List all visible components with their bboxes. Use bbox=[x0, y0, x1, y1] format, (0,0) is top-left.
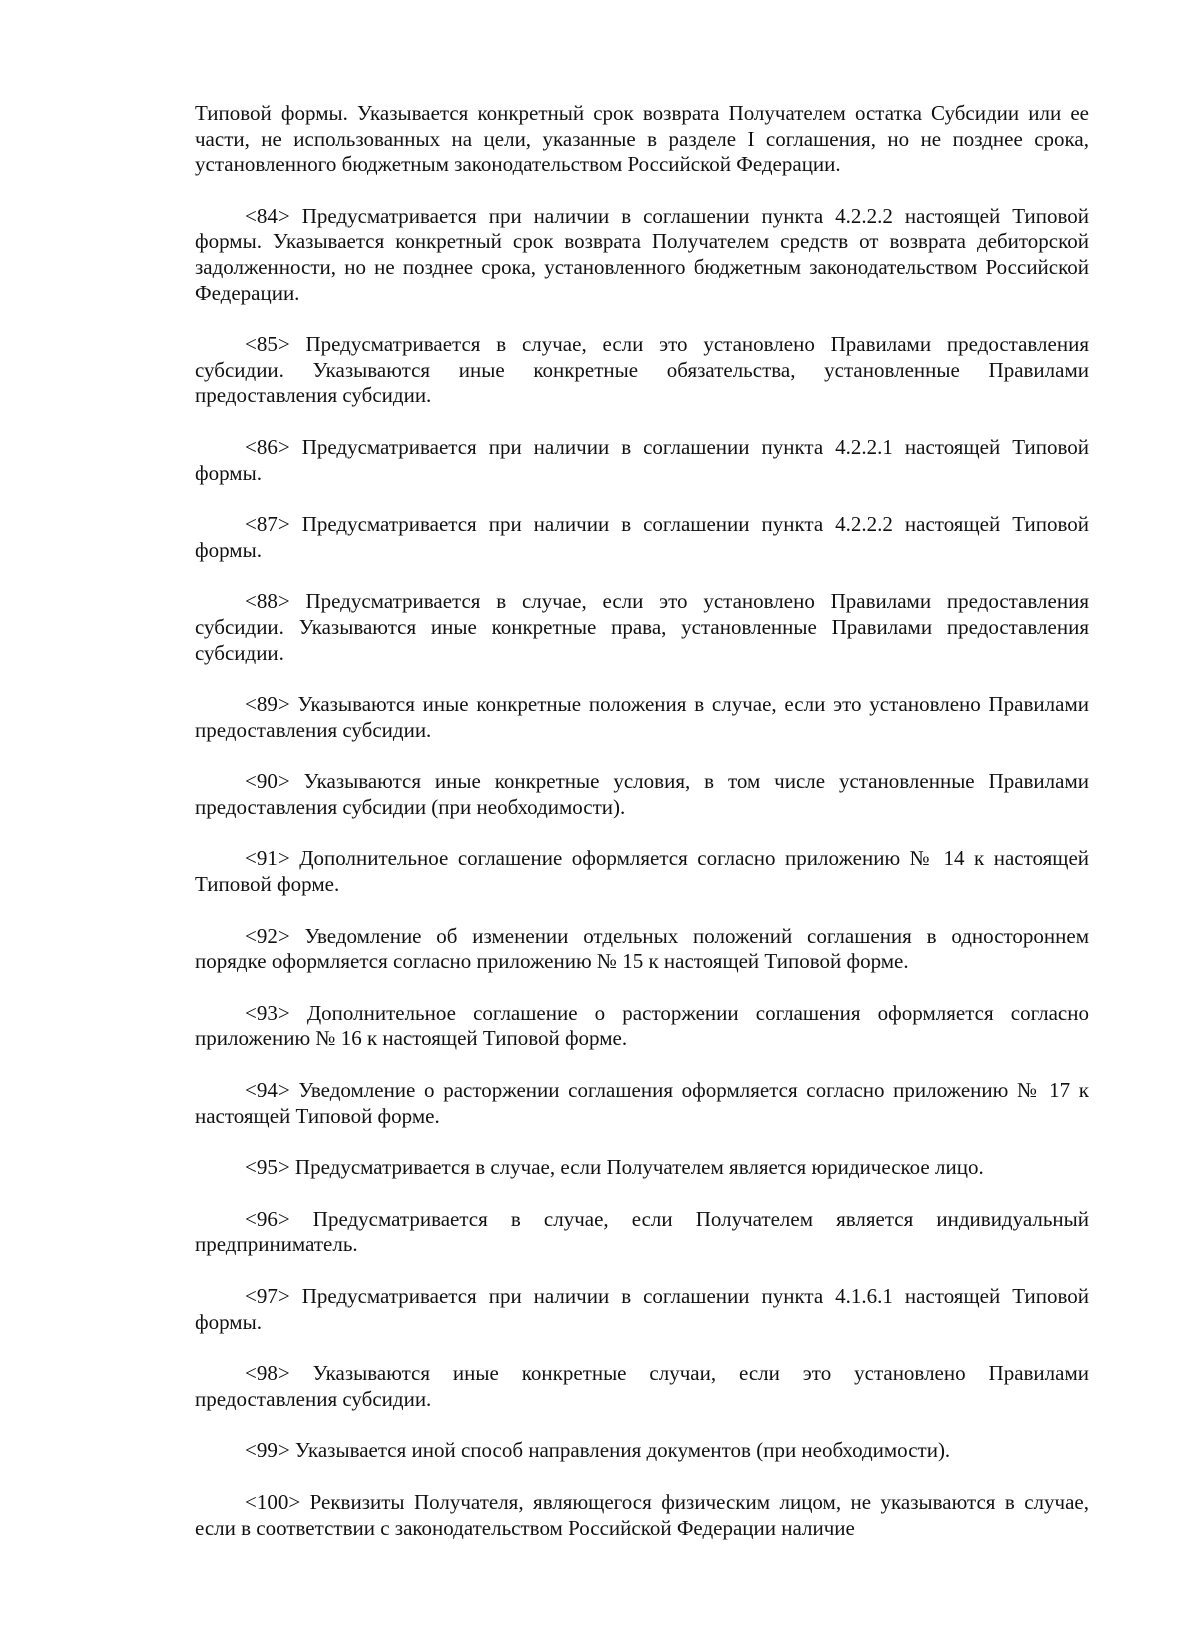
footnote-92: <92> Уведомление об изменении отдельных положений соглашения в одностороннем порядке оформляется согласно приложению № 15 к настоящей Типовой форме. bbox=[195, 923, 1089, 974]
footnote-84: <84> Предусматривается при наличии в соглашении пункта 4.2.2.2 настоящей Типовой формы. Указывается конкретный срок возврата Получателем средств от возврата дебиторской задолженности, но не позднее срока, установленного бюджетным законодательством Российской Федерации. bbox=[195, 203, 1089, 305]
footnote-93: <93> Дополнительное соглашение о расторжении соглашения оформляется согласно приложению № 16 к настоящей Типовой форме. bbox=[195, 1000, 1089, 1051]
footnote-91: <91> Дополнительное соглашение оформляется согласно приложению № 14 к настоящей Типовой форме. bbox=[195, 846, 1089, 897]
footnote-89: <89> Указываются иные конкретные положения в случае, если это установлено Правилами предоставления субсидии. bbox=[195, 692, 1089, 742]
lead-paragraph: Типовой формы. Указывается конкретный срок возврата Получателем остатка Субсидии или ее части, не использованных на цели, указанные в разделе I соглашения, но не позднее срока, установленного бюджетным законодательством Российской Федерации. bbox=[195, 101, 1089, 177]
footnote-94: <94> Уведомление о расторжении соглашения оформляется согласно приложению № 17 к настоящей Типовой форме. bbox=[195, 1078, 1089, 1128]
footnote-88: <88> Предусматривается в случае, если это установлено Правилами предоставления субсидии. Указываются иные конкретные права, установленные Правилами предоставления субсидии. bbox=[195, 589, 1089, 665]
footnote-100: <100> Реквизиты Получателя, являющегося физическим лицом, не указываются в случае, если в соответствии с законодательством Российской Федерации наличие bbox=[195, 1489, 1089, 1540]
footnote-95: <95> Предусматривается в случае, если Получателем является юридическое лицо. bbox=[245, 1155, 984, 1180]
footnote-96: <96> Предусматривается в случае, если Получателем является индивидуальный предприниматель. bbox=[195, 1206, 1089, 1257]
footnote-86: <86> Предусматривается при наличии в соглашении пункта 4.2.2.1 настоящей Типовой формы. bbox=[195, 434, 1089, 485]
footnote-90: <90> Указываются иные конкретные условия, в том числе установленные Правилами предоставления субсидии (при необходимости). bbox=[195, 769, 1089, 819]
footnote-97: <97> Предусматривается при наличии в соглашении пункта 4.1.6.1 настоящей Типовой формы. bbox=[195, 1284, 1089, 1334]
footnote-99: <99> Указывается иной способ направления документов (при необходимости). bbox=[245, 1438, 951, 1463]
footnote-98: <98> Указываются иные конкретные случаи, если это установлено Правилами предоставления субсидии. bbox=[195, 1361, 1089, 1411]
document-body bbox=[195, 101, 1089, 1541]
footnote-87: <87> Предусматривается при наличии в соглашении пункта 4.2.2.2 настоящей Типовой формы. bbox=[195, 512, 1089, 562]
footnote-85: <85> Предусматривается в случае, если это установлено Правилами предоставления субсидии. Указываются иные конкретные обязательства, установленные Правилами предоставления субсидии. bbox=[195, 332, 1089, 408]
